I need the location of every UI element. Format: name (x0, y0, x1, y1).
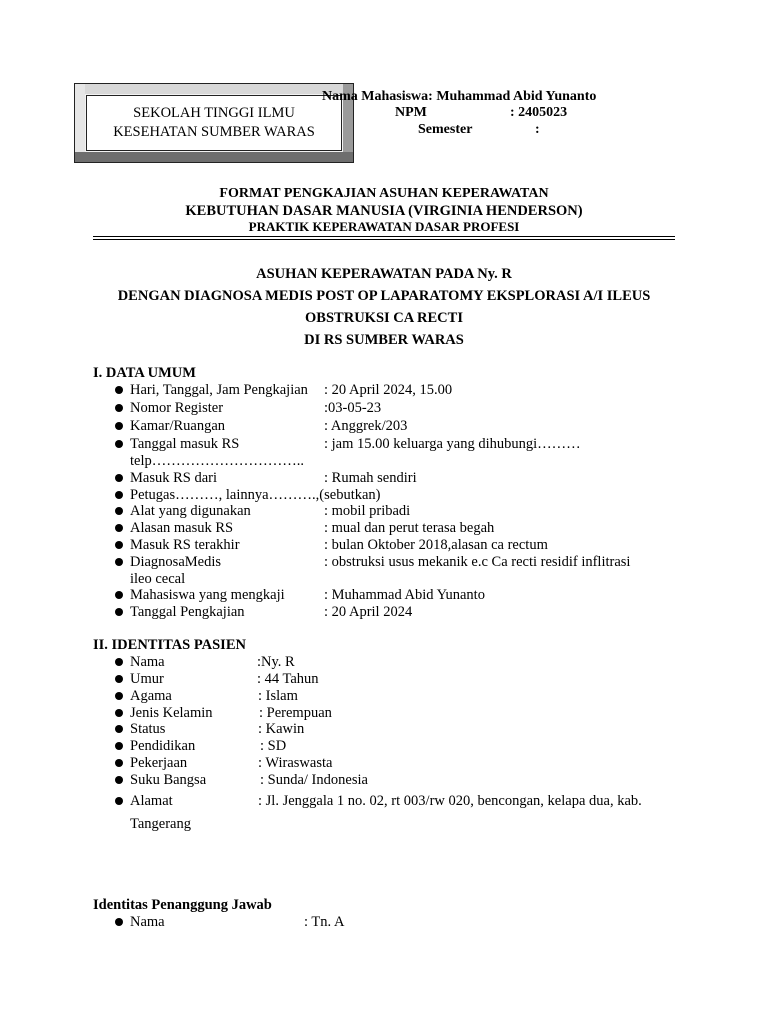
register-number-label: Nomor Register (130, 400, 224, 416)
admission-reason-value: : mual dan perut terasa begah (324, 520, 495, 536)
assessment-datetime-value: : 20 April 2024, 15.00 (324, 382, 453, 398)
patient-education-value: : SD (260, 738, 287, 754)
bullet-icon (115, 558, 123, 566)
section-penanggung-jawab-title: Identitas Penanggung Jawab (93, 897, 272, 913)
guarantor-name-label: Nama (130, 914, 165, 930)
admission-date-label: Tanggal masuk RS (130, 436, 240, 452)
patient-religion-label: Agama (130, 688, 172, 704)
patient-education-label: Pendidikan (130, 738, 196, 754)
address-continuation: Tangerang (130, 816, 191, 832)
bullet-icon (115, 725, 123, 733)
bullet-icon (115, 541, 123, 549)
patient-gender-value: : Perempuan (259, 705, 332, 721)
register-number-value: :03-05-23 (324, 400, 382, 416)
bullet-icon (115, 742, 123, 750)
transport-value: : mobil pribadi (324, 503, 411, 519)
patient-address-value: : Jl. Jenggala 1 no. 02, rt 003/rw 020, bencongan, kelapa dua, kab. (258, 793, 642, 809)
student-name: Nama Mahasiswa: Muhammad Abid Yunanto (322, 89, 597, 104)
bullet-icon (115, 474, 123, 482)
care-title-line1: ASUHAN KEPERAWATAN PADA Ny. R (256, 266, 512, 282)
divider-top (93, 236, 675, 237)
npm-value: : 2405023 (510, 105, 568, 120)
patient-ethnicity-label: Suku Bangsa (130, 772, 207, 788)
semester-value: : (535, 122, 540, 137)
format-title-line2: KEBUTUHAN DASAR MANUSIA (VIRGINIA HENDERSON) (185, 203, 583, 219)
care-title-line4: DI RS SUMBER WARAS (304, 332, 464, 348)
bullet-icon (115, 797, 123, 805)
patient-status-value: : Kawin (258, 721, 305, 737)
last-admission-label: Masuk RS terakhir (130, 537, 240, 553)
patient-ethnicity-value: : Sunda/ Indonesia (260, 772, 368, 788)
assessment-datetime-label: Hari, Tanggal, Jam Pengkajian (130, 382, 308, 398)
patient-name-value: :Ny. R (257, 654, 295, 670)
last-admission-value: : bulan Oktober 2018,alasan ca rectum (324, 537, 548, 553)
bullet-icon (115, 524, 123, 532)
patient-status-label: Status (130, 721, 166, 737)
bullet-icon (115, 440, 123, 448)
bullet-icon (115, 507, 123, 515)
room-value: : Anggrek/203 (324, 418, 408, 434)
npm-label: NPM (395, 105, 427, 120)
register-phone-continuation: telp………………………….. (130, 453, 304, 469)
bullet-icon (115, 692, 123, 700)
section-data-umum-title: I. DATA UMUM (93, 365, 196, 381)
semester-label: Semester (418, 122, 473, 137)
institution-box (74, 83, 354, 163)
section-identitas-pasien-title: II. IDENTITAS PASIEN (93, 637, 246, 653)
bullet-icon (115, 776, 123, 784)
bullet-icon (115, 591, 123, 599)
assessment-date-label: Tanggal Pengkajian (130, 604, 245, 620)
bullet-icon (115, 918, 123, 926)
bullet-icon (115, 422, 123, 430)
format-title-line3: PRAKTIK KEPERAWATAN DASAR PROFESI (248, 219, 520, 234)
bullet-icon (115, 491, 123, 499)
admission-date-value: : jam 15.00 keluarga yang dihubungi……… (324, 436, 581, 452)
assessment-date-value: : 20 April 2024 (324, 604, 413, 620)
format-title-line1: FORMAT PENGKAJIAN ASUHAN KEPERAWATAN (219, 186, 549, 201)
officer-label: Petugas………, lainnya……….,(sebutkan) (130, 487, 381, 503)
admitted-from-value: : Rumah sendiri (324, 470, 417, 486)
admission-reason-label: Alasan masuk RS (130, 520, 234, 536)
care-title-line2: DENGAN DIAGNOSA MEDIS POST OP LAPARATOMY EKSPLORASI A/I ILEUS (117, 288, 651, 304)
patient-address-label: Alamat (130, 793, 173, 809)
medical-diagnosis-label: DiagnosaMedis (130, 554, 222, 570)
diagnosis-continuation: ileo cecal (130, 571, 186, 587)
bullet-icon (115, 658, 123, 666)
patient-gender-label: Jenis Kelamin (130, 705, 213, 721)
admitted-from-label: Masuk RS dari (130, 470, 217, 486)
divider-bottom (93, 239, 675, 240)
patient-religion-value: : Islam (258, 688, 298, 704)
transport-label: Alat yang digunakan (130, 503, 251, 519)
guarantor-name-value: : Tn. A (304, 914, 345, 930)
assessing-student-label: Mahasiswa yang mengkaji (130, 587, 285, 603)
care-title-line3: OBSTRUKSI CA RECTI (305, 310, 463, 326)
bullet-icon (115, 759, 123, 767)
bullet-icon (115, 608, 123, 616)
patient-occupation-label: Pekerjaan (130, 755, 188, 771)
patient-occupation-value: : Wiraswasta (258, 755, 333, 771)
patient-age-value: : 44 Tahun (257, 671, 319, 687)
assessing-student-value: : Muhammad Abid Yunanto (324, 587, 485, 603)
room-label: Kamar/Ruangan (130, 418, 226, 434)
medical-diagnosis-value: : obstruksi usus mekanik e.c Ca recti residif inflitrasi (324, 554, 631, 570)
patient-age-label: Umur (130, 671, 164, 687)
institution-name-line1: SEKOLAH TINGGI ILMU (133, 105, 295, 121)
bullet-icon (115, 386, 123, 394)
bullet-icon (115, 709, 123, 717)
institution-name-line2: KESEHATAN SUMBER WARAS (113, 124, 315, 140)
bullet-icon (115, 675, 123, 683)
bullet-icon (115, 404, 123, 412)
patient-name-label: Nama (130, 654, 165, 670)
